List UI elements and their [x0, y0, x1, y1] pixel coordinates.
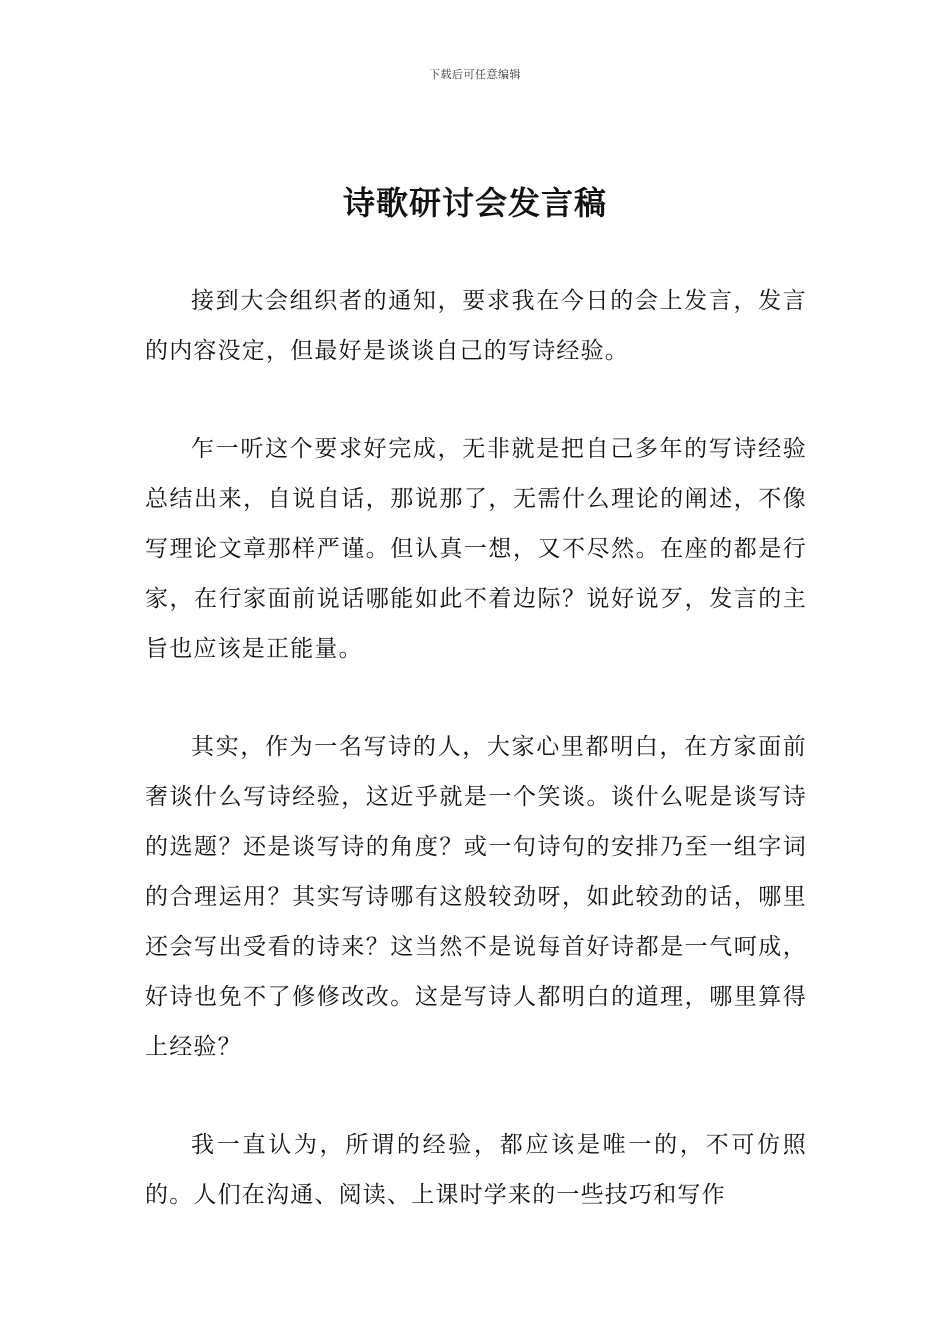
- document-title: 诗歌研讨会发言稿: [342, 184, 607, 222]
- paragraph-4: 我一直认为，所谓的经验，都应该是唯一的，不可仿照的。人们在沟通、阅读、上课时学来的一些技巧和写作: [145, 1132, 807, 1208]
- paragraph-2: 乍一听这个要求好完成，无非就是把自己多年的写诗经验总结出来，自说自话，那说那了，无需什么理论的阐述，不像写理论文章那样严谨。但认真一想，又不尽然。在座的都是行家，在行家面前说话哪能如此不着边际？说好说歹，发言的主旨也应该是正能量。: [145, 436, 807, 662]
- paragraph-1: 接到大会组织者的通知，要求我在今日的会上发言，发言的内容没定，但最好是谈谈自己的写诗经验。: [145, 288, 807, 364]
- paragraph-3: 其实，作为一名写诗的人，大家心里都明白，在方家面前奢谈什么写诗经验，这近乎就是一个笑谈。谈什么呢是谈写诗的选题？还是谈写诗的角度？或一句诗句的安排乃至一组字词的合理运用？其实写诗哪有这般较劲呀，如此较劲的话，哪里还会写出受看的诗来？这当然不是说每首好诗都是一气呵成，好诗也免不了修修改改。这是写诗人都明白的道理，哪里算得上经验？: [145, 734, 807, 1060]
- header-note: 下载后可任意编辑: [429, 68, 521, 81]
- document-body: [145, 276, 807, 1268]
